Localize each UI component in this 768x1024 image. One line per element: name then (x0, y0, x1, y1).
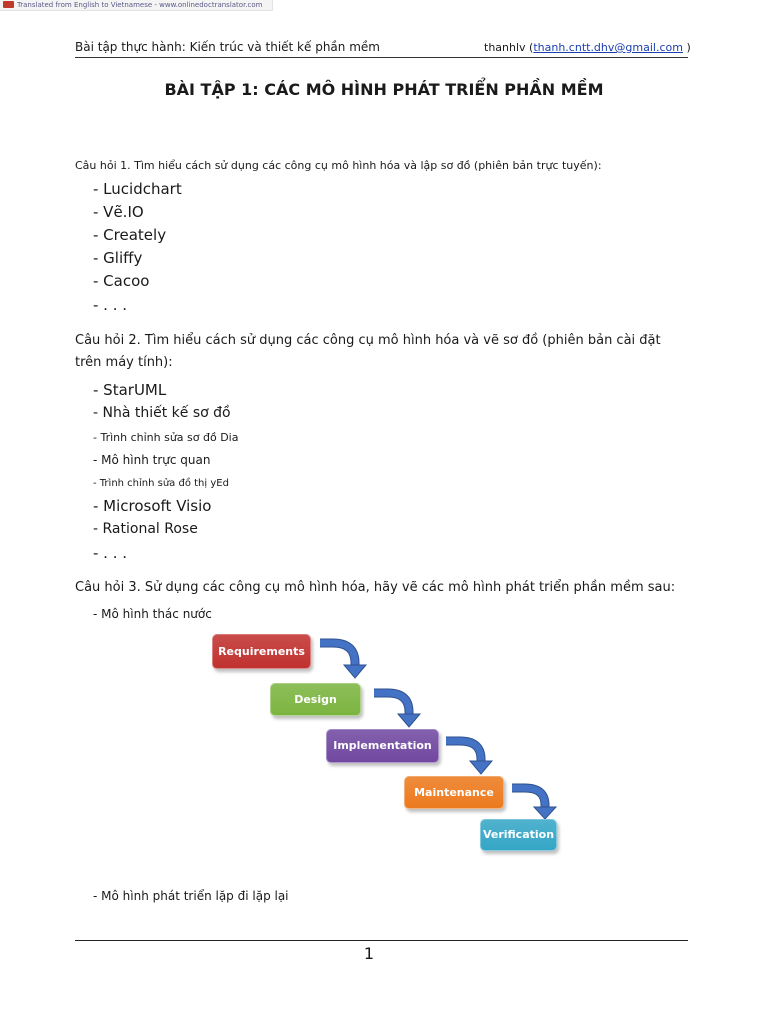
list-item: - Mô hình trực quan (93, 453, 211, 467)
header-divider (75, 57, 688, 58)
list-item: - Creately (93, 226, 167, 244)
step-label: Verification (482, 828, 555, 841)
step-label: Maintenance (414, 786, 494, 799)
list-item-iterative: - Mô hình phát triển lặp đi lặp lại (93, 889, 289, 903)
list-item-waterfall: - Mô hình thác nước (93, 607, 212, 621)
translation-banner[interactable] (0, 0, 273, 11)
header-author-name: thanhlv ( (484, 41, 534, 54)
banner-text: Translated from English to Vietnamese - www.onlinedoctranslator.com (17, 1, 263, 9)
footer-divider (75, 940, 688, 941)
list-item: - StarUML (93, 381, 167, 399)
page-number: 1 (363, 944, 375, 963)
waterfall-step-requirements (212, 634, 311, 669)
waterfall-step-verification (480, 819, 557, 851)
list-item: - Microsoft Visio (93, 497, 212, 515)
waterfall-step-implementation (326, 729, 439, 763)
page-title: BÀI TẬP 1: CÁC MÔ HÌNH PHÁT TRIỂN PHẦN MỀM (164, 80, 604, 99)
list-item: - Trình chỉnh sửa đồ thị yEd (93, 478, 229, 489)
step-label: Design (294, 693, 337, 706)
question-2: Câu hỏi 2. Tìm hiểu cách sử dụng các công cụ mô hình hóa và vẽ sơ đồ (phiên bản cài đặt trên máy tính): (75, 333, 661, 370)
question-3: Câu hỏi 3. Sử dụng các công cụ mô hình hóa, hãy vẽ các mô hình phát triển phần mềm sau: (75, 580, 676, 595)
list-item: - Cacoo (93, 272, 150, 290)
header-author-suffix: ) (682, 41, 691, 54)
list-item: - Trình chỉnh sửa sơ đồ Dia (93, 431, 239, 444)
author-email-link[interactable]: thanh.cntt.dhv@gmail.com (533, 41, 683, 54)
list-item: - Lucidchart (93, 180, 182, 198)
list-item: - Rational Rose (93, 521, 198, 537)
waterfall-step-design (270, 683, 361, 716)
list-item: - Vẽ.IO (93, 203, 144, 221)
list-item: - . . . (93, 296, 128, 314)
waterfall-step-maintenance (404, 776, 504, 809)
translator-logo-icon (3, 1, 14, 8)
question-1: Câu hỏi 1. Tìm hiểu cách sử dụng các công cụ mô hình hóa và lập sơ đồ (phiên bản trực tuyến): (75, 159, 602, 172)
down-arrow-icon (374, 693, 420, 727)
down-arrow-icon (446, 741, 492, 774)
list-item: - . . . (93, 544, 128, 562)
down-arrow-icon (512, 788, 556, 819)
list-item: - Nhà thiết kế sơ đồ (93, 405, 231, 421)
step-label: Implementation (333, 739, 432, 752)
header-left-text: Bài tập thực hành: Kiến trúc và thiết kế phần mềm (75, 40, 380, 54)
header-author (484, 41, 691, 54)
step-label: Requirements (218, 645, 305, 658)
list-item: - Gliffy (93, 249, 143, 267)
down-arrow-icon (320, 643, 366, 678)
